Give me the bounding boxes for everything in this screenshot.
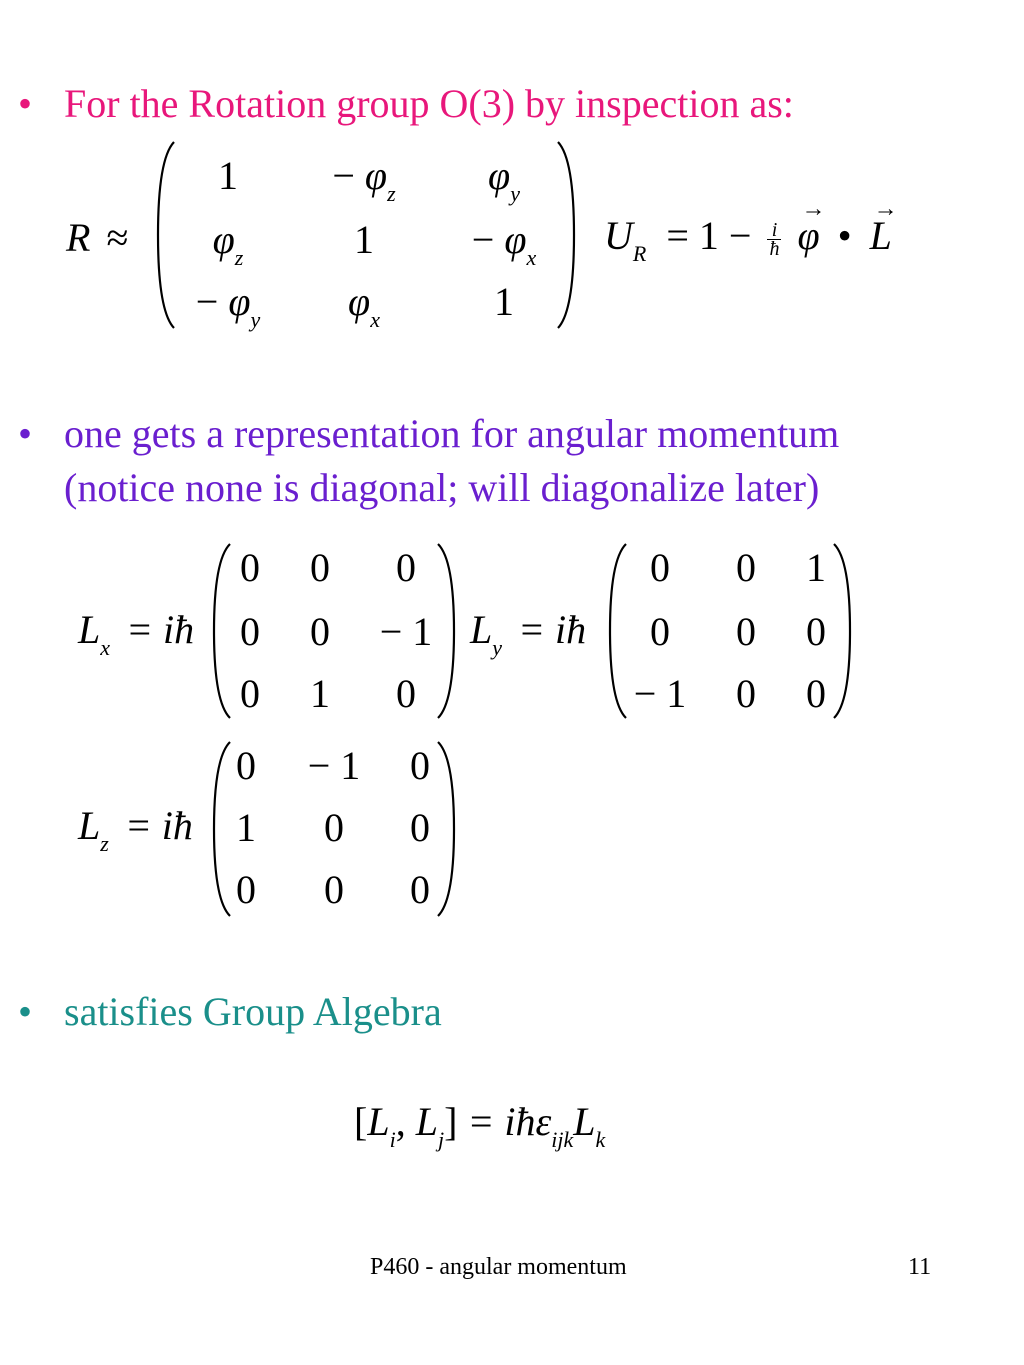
close-bracket: ]	[444, 1099, 458, 1144]
bullet-text: one gets a representation for angular momentum	[64, 411, 840, 456]
sub-j: j	[437, 1127, 445, 1152]
dot-product-sign: •	[837, 213, 852, 258]
right-paren	[438, 544, 454, 718]
matrix-cell: 0	[396, 671, 416, 716]
matrix-cell: 0	[324, 867, 344, 912]
Lz-lhs	[78, 802, 193, 856]
unitary-rhs-start: = 1 −	[666, 213, 752, 258]
matrix-cell: 0	[736, 671, 756, 716]
L-symbol: L	[470, 607, 493, 652]
matrix-cell: $\varphi_z$	[212, 217, 244, 270]
left-paren	[610, 544, 626, 718]
right-paren	[558, 142, 574, 328]
matrix-cell: 0	[310, 609, 330, 654]
matrix-cell: 0	[410, 867, 430, 912]
i-over-hbar	[767, 219, 781, 261]
bullet-group-algebra	[18, 986, 442, 1038]
L-sub: x	[100, 635, 111, 660]
right-paren	[834, 544, 850, 718]
matrix-cell: 0	[310, 545, 330, 590]
open-bracket: [	[354, 1099, 368, 1144]
left-paren	[158, 142, 174, 328]
matrix-cell: 0	[410, 805, 430, 850]
matrix-cell: − 1	[633, 671, 687, 716]
matrix-cell: 1	[310, 671, 330, 716]
left-paren	[214, 742, 230, 916]
matrix-cell: − 1	[307, 743, 361, 788]
bullet-representation-cont	[18, 462, 819, 514]
matrix-cell: 1	[806, 545, 826, 590]
matrix-cell: 1	[218, 153, 238, 198]
bullet-rotation-group	[18, 78, 794, 130]
L-symbol: L	[78, 803, 101, 848]
L-sub: z	[100, 831, 109, 856]
bullet-marker: •	[18, 411, 33, 456]
matrix-cell: 0	[650, 545, 670, 590]
rotation-symbol: R	[66, 215, 91, 260]
matrix-cell: $\varphi_y$	[488, 153, 520, 206]
bullet-marker: •	[18, 989, 33, 1034]
i-hbar-prefix: = iħ	[124, 803, 193, 848]
matrix-cell: 0	[240, 545, 260, 590]
matrix-cell: 1	[354, 217, 374, 262]
left-paren	[214, 544, 230, 718]
L-vector	[869, 196, 898, 259]
bullet-marker: •	[18, 81, 33, 126]
L-symbol: L	[367, 1099, 390, 1144]
matrix-cell: − $\varphi_x$	[471, 217, 537, 270]
commutator-equation	[354, 1098, 606, 1152]
comma: ,	[395, 1099, 416, 1144]
L-sub: y	[492, 635, 503, 660]
bullet-text: satisfies Group Algebra	[64, 989, 442, 1034]
matrix-cell: 0	[736, 545, 756, 590]
bullet-text: For the Rotation group O(3) by inspection as:	[64, 81, 794, 126]
i-hbar-prefix: = iħ	[126, 607, 195, 652]
sub-ijk: ijk	[551, 1127, 574, 1152]
frac-num: i	[767, 221, 781, 240]
matrix-cell: 0	[240, 609, 260, 654]
rotation-lhs	[66, 214, 128, 261]
right-paren	[438, 742, 454, 916]
L-symbol: L	[78, 607, 101, 652]
matrix-cell: 0	[736, 609, 756, 654]
frac-den: ħ	[769, 238, 780, 261]
matrix-cell: − $\varphi_z$	[332, 153, 396, 206]
L-symbol: L	[415, 1099, 438, 1144]
phi-symbol: φ	[797, 213, 820, 258]
Lx-lhs	[78, 606, 195, 660]
sub-k: k	[595, 1127, 606, 1152]
page-number: 11	[908, 1254, 932, 1280]
Ly-lhs	[470, 606, 587, 660]
sub-i: i	[389, 1127, 396, 1152]
matrix-cell: 1	[236, 805, 256, 850]
matrix-cell: 0	[236, 743, 256, 788]
matrix-cell: $\varphi_x$	[348, 279, 380, 332]
matrix-cell: 0	[236, 867, 256, 912]
vector-arrow-icon: →	[873, 196, 898, 222]
matrix-cell: 0	[410, 743, 430, 788]
matrix-cell: 0	[240, 671, 260, 716]
matrix-cell: 0	[806, 609, 826, 654]
matrix-cell: − $\varphi_y$	[195, 279, 261, 332]
phi-vector	[797, 196, 826, 259]
i-hbar-prefix: = iħ	[518, 607, 587, 652]
unitary-equation	[604, 196, 898, 266]
matrix-cell: − 1	[379, 609, 433, 654]
matrix-cell: 0	[396, 545, 416, 590]
matrix-cell: 0	[650, 609, 670, 654]
approx-sign: ≈	[106, 215, 129, 260]
matrix-cell: 0	[806, 671, 826, 716]
footer-title: P460 - angular momentum	[370, 1254, 627, 1280]
bullet-representation	[18, 408, 839, 460]
L-symbol: L	[573, 1099, 596, 1144]
vector-arrow-icon: →	[801, 196, 826, 222]
matrix-cell: 1	[494, 279, 514, 324]
unitary-symbol: U	[604, 213, 633, 258]
bullet-text: (notice none is diagonal; will diagonalize later)	[64, 465, 820, 510]
L-symbol: L	[869, 213, 892, 258]
matrix-cell: 0	[324, 805, 344, 850]
i-hbar-epsilon: = iħε	[457, 1099, 552, 1144]
unitary-sub: R	[632, 241, 647, 266]
